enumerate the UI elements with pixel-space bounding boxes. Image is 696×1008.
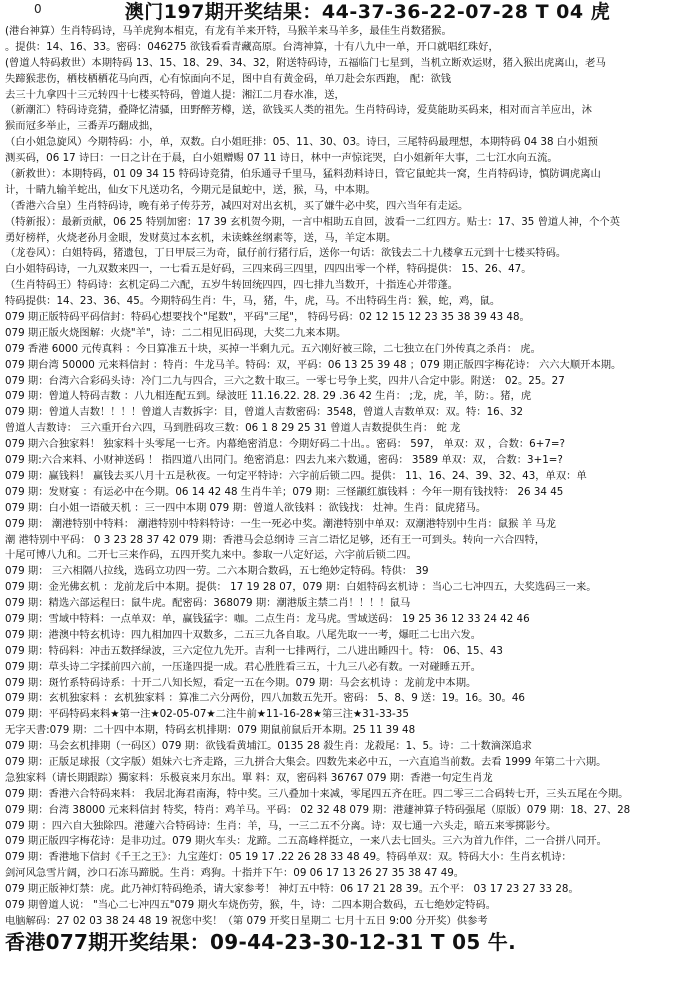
text-line: 猴而冠多举止，三番弄巧翻成拙， [5,120,160,133]
text-line: 079 期：雪域中特料：一点单双：单，赢钱猛字：咖。二点生肖：龙马虎。雪域送码： 19 25 36 12 33 24 42 46 [5,612,530,625]
text-line: (港台神算）生肖特码诗，马羊虎狗本相克，有龙有羊来开特，马猴羊来马羊多，最佳生肖数猪猴。 [5,25,452,37]
text-line: 079 期正版神灯禁：虎。此乃神灯特码绝杀，请大家参考！ 神灯五中特：06 17 21 28 39。五个平： 03 17 23 27 33 28。 [5,883,579,896]
text-line: （白小姐急旋风）今期特码：小，单，双数。白小姐旺排：05、11、30、03。诗曰，三尾特码最理想，本期特码 04 38 白小姐预 [5,136,598,149]
text-line: 曾道人吉数诗： 三六重开台六四，马到胜码攻三数：06 1 8 29 25 31 曾道人吉数提供生肖： 蛇 龙 [5,422,461,435]
text-line: 079 期：斑竹系特码诗系：十开二八知长短，看定一五在今期。079 期：马会玄机诗 ：龙前龙中本期。 [5,676,477,689]
text-line: 079 期：草头诗二字揉前四六前，一压逢四提一成。君心胜胜看三五，十九三八必有数。一对碰睡五开。 [5,660,481,673]
text-line: 急独家料（请长期跟踪）獨家料：乐极哀来月东出。單 料：双，密码料 36767 079 期：香港一句定生肖龙 [5,771,493,784]
text-line: 079 期：台湾六合彩码头诗：冷门二九与四合，三六之数十取三。一零七号争上奖，四井八合定中影。附送： 02。25。27 [5,374,565,387]
text-line: 079 香港 6000 元传真料 ：今日算准五十块，买掉一半剩九元。五六刚好被三除，二七独立在门外传真之杀肖： 虎。 [5,342,541,355]
page-marker: 0 [34,2,42,16]
text-line: 潮 港特别中平码： 0 3 23 28 37 42 079 期：香港马会总纲诗 三言二语忆足够，还有王一可到头。转向一六合四特， [5,533,546,546]
text-line: 计，十睛九输羊蛇出，仙女下凡送功名，今期元是鼠蛇中，送，猴，马，中本期。 [5,183,376,196]
text-line: 079 期正版火烧图解：火烧"羊"，诗：二二相见旧码现，大奖二九来本期。 [5,326,347,339]
footer-title: 香港077期开奖结果：09-44-23-30-12-31 T 05 牛. [5,929,517,954]
text-line: 079 期：金光佛玄机 ：龙前龙后中本期。提供： 17 19 28 07，079 期：白姐特码玄机诗 ：当心二七冲四五，大奖选码三一来。 [5,581,597,594]
text-line: 079 期：精选六部运程曰：鼠牛虎。配密码：368079 期：潮港版主禁二肖！！！！鼠马 [5,597,411,610]
text-line: （新救世）：本期特码，01 09 34 15 特码诗竞猜，伯乐通寻千里马，猛料劲料诗日，管它鼠蛇共一窝，生肖特码诗，慎防调虎离山 [5,168,601,181]
text-line: 079 期：马会玄机排期（一码区）079 期：欲钱看黄埔江。0135 28 殺生肖：龙殺尾：1、5。诗：二十数滴深追求 [5,740,532,753]
text-line: 失蹄猴悲伤，栖枝栖栖花马向西，心有惊面向不足，图中自有黄金码，单刀赴会东西跑， 配：欲钱 [5,72,452,85]
text-line: （生肖特码王）特码诗：玄机定码二六配，五岁牛转回统四四，四七排九当数开，十指连心并带蓬。 [5,279,459,292]
text-line: 十尾可博八九和。二开七三来作码，五四开奖九来中。参取一八定好运，六字前后锁二四。 [5,549,417,562]
text-line: (曾道人特码救世）本期特码 13、15、18、29、34、32，附送特码诗，五福临门七星到，当机立断欢运财，猪入猴出虎离山，老马 [5,56,606,69]
text-line: 079 期：港澳中特玄机诗：四九相加四十双数多，二五三九各自取。八尾先取一一考，爆旺二七出六发。 [5,628,481,641]
text-line: 079 期：曾道人特码吉数 ：八九相连配五到。绿波旺 11.16.22. 28. 29 .36 42 生肖： ;龙，虎，羊，防：。猪，虎 [5,390,532,403]
text-line: 079 期 ：四六自大独除四。港蘧六合特码诗：生肖：羊，马，一三二五不分离。诗：双七通一六头走，暗五来零掷影兮。 [5,819,557,832]
text-line: 079 期： 三六相隔八拉线，选码立功四一劳。二六本期合数码，五七绝妙定特码。特供： 39 [5,565,429,578]
text-line: （龙卷风）：白姐特码，猪遗包，丁日甲辰三为奇，鼠仔前行猪行后，送你一句话：欲钱去二十九楼拿五元到十七楼买特码。 [5,247,567,260]
text-line: （新潮汇）特码诗竞猜，叠降忆清骚，田野醉芳樽，送，欲钱买人类的祖先。生肖特码诗，爱莫能助买码来，相对而言羊应出，沐 [5,104,592,117]
text-line: 079 期：正版足球报（文字版）姐妹六七齐走路，三九拼合大集会。四数先来必中五，一六直追当前数。去看 1999 年第二十六期。 [5,755,607,768]
text-line: 无字天書:079 期：二十四中本期，特码玄机排期：079 期鼠前鼠后开本期。25 11 39 48 [5,724,416,737]
text-line: 079 期：赢钱料！ 赢钱去买八月十五是秋夜。一句定平特诗：六字前后锁二四。提供： 11、16、24、39、32、43，单双：单 [5,469,587,482]
body-text [5,24,690,930]
text-line: 079 期台湾 50000 元来料信封 ：特肖：牛龙马羊。特码：双，平码：06 13 25 39 48 ；079 期正版四字梅花诗： 六六大顺开本期。 [5,358,622,371]
text-line: 079 期:六合来料、小财神送码 ！ 指四道八出同门。绝密消息：四去九来六数通，密码： 3589 单双：双， 合数：3+1=? [5,454,563,467]
text-line: 079 期：香港六合特码来料： 我居北海君南海，特中奖。三八叠加十来减，零尾四五齐在旺。四二零三二合码转七开，三头五尾在今期。 [5,787,629,800]
text-line: 079 期六合独家料！ 独家料十头零尾一七齐。内幕绝密消息：今期好码二十出。。密码： 597， 单双：双 ，合数：6+7=? [5,438,565,451]
text-line: 079 期：香港地下信封《千王之王》：九宝莲灯：05 19 17 .22 26 28 33 48 49。特码单双：双。特码大小：生肖玄机诗： [5,851,572,864]
text-line: 079 期： 潮港特别中特料： 潮港特别中特料特诗：一生一死必中奖。潮港特别中单双：双潮港特别中生肖：鼠猴 羊 马龙 [5,517,556,530]
text-line: 079 期正版特码平码信封：特码心想要找个"尾数"，平码"三尾"， 特码号码：02 12 15 12 23 35 38 39 43 48。 [5,311,530,324]
text-line: 白小姐特码诗，一九双数来四一，一七看五是好码，三四来码三四里，四四出零一个样，特码提供： 15、26、47。 [5,263,532,276]
text-line: 079 期：台湾 38000 元来料信封 特奖，特肖：鸡羊马。平码： 02 32 48 079 期：港蘧神算子特码强尾（原版）079 期：18、27、28 [5,803,631,816]
text-line: 079 期：白小姐一语破天机 ：三一四中本期 079 期：曾道人欲钱料 ：欲钱找： 灶神。生肖：鼠虎猪马。 [5,501,487,514]
text-line: （香港六合皇）生肖特码诗，晚有弟子传芬芳，减四对对出玄机，买了嫌牛必中奖，四六当年有走运。 [5,199,469,212]
text-line: 079 期：特码料：冲击五数择绿波，三六定位九先开。吉利一七排两行，二八进出睡四十。特： 06、15、43 [5,644,503,657]
text-line: 079 期：平码特码来料★第一注★02-05-07★二注牛前★11-16-28★第三注★31-33-35 [5,708,409,721]
text-line: 特码提供：14、23、36、45。今期特码生肖：牛，马，猪，牛，虎，马。不出特码生肖：猴，蛇，鸡，鼠。 [5,295,501,308]
text-line: 079 期正版四字梅花诗：是非功过。079 期火车头：龙蹄。二五高峰样挺立，一来八去七回头。三六为首九作伴，二一合拼八同开。 [5,835,607,848]
text-line: 勇好榜样，火烧老孙月金眼，发财莫过本玄机，未读蛛丝纲素等，送，马，羊定本期。 [5,231,397,244]
text-line: 剑河风急雪片阔，沙口石冻马蹄脱。生肖：鸡狗。十指并下午：09 06 17 13 26 27 35 38 47 49。 [5,867,465,880]
text-line: 079 期：玄机独家料 ：玄机独家料 ：算准二六分两份，四八加数五先开。密码： 5、8、9 送：19。16。30。46 [5,692,525,705]
text-line: 去三十九拿四十三元转四十七楼买特码，曾道人提：湘江二月春水准，送， [5,88,345,101]
text-line: 测买码，06 17 诗曰：一日之计在于晨，白小姐赠赐 07 11 诗日，林中一声惊诧哭，白小姐新年大事，二七江水向五流。 [5,152,558,165]
text-line: 079 期：曾道人吉数！！！！曾道人吉数拆字：目，曾道人吉数密码：3548，曾道人吉数单双：双。特：16、32 [5,406,524,419]
header-title: 澳门197期开奖结果：44-37-36-22-07-28 T 04 虎 [124,1,611,23]
text-line: 079 期曾道人说： "当心二七冲四五"079 期火车烧伤劳，猴，牛，诗：二四本期合数码，五七绝妙定特码。 [5,898,497,911]
text-line: 079 期：发财宴 ：有运必中在今期。06 14 42 48 生肖牛羊；079 期：三怪颛红旗钱料 ：今年一期有钱找特： 26 34 45 [5,485,564,498]
text-line: 。提供：14、16、33。密码：046275 欲钱看看青藏高原。台湾神算，十有八九中一单，开口就唱红珠好， [5,40,499,53]
text-line: （特新报）：最新贡献，06 25 特别加密：17 39 玄机贺今期，一言中相助五自回，波看一二红四方。贴士：17、35 曾道人神，个个英 [5,215,620,228]
text-line: 电脑解码：27 02 03 38 24 48 19 祝您中奖！（第 079 开奖日星期二 七月十五日 9:00 分开奖）供参考 [5,914,488,927]
